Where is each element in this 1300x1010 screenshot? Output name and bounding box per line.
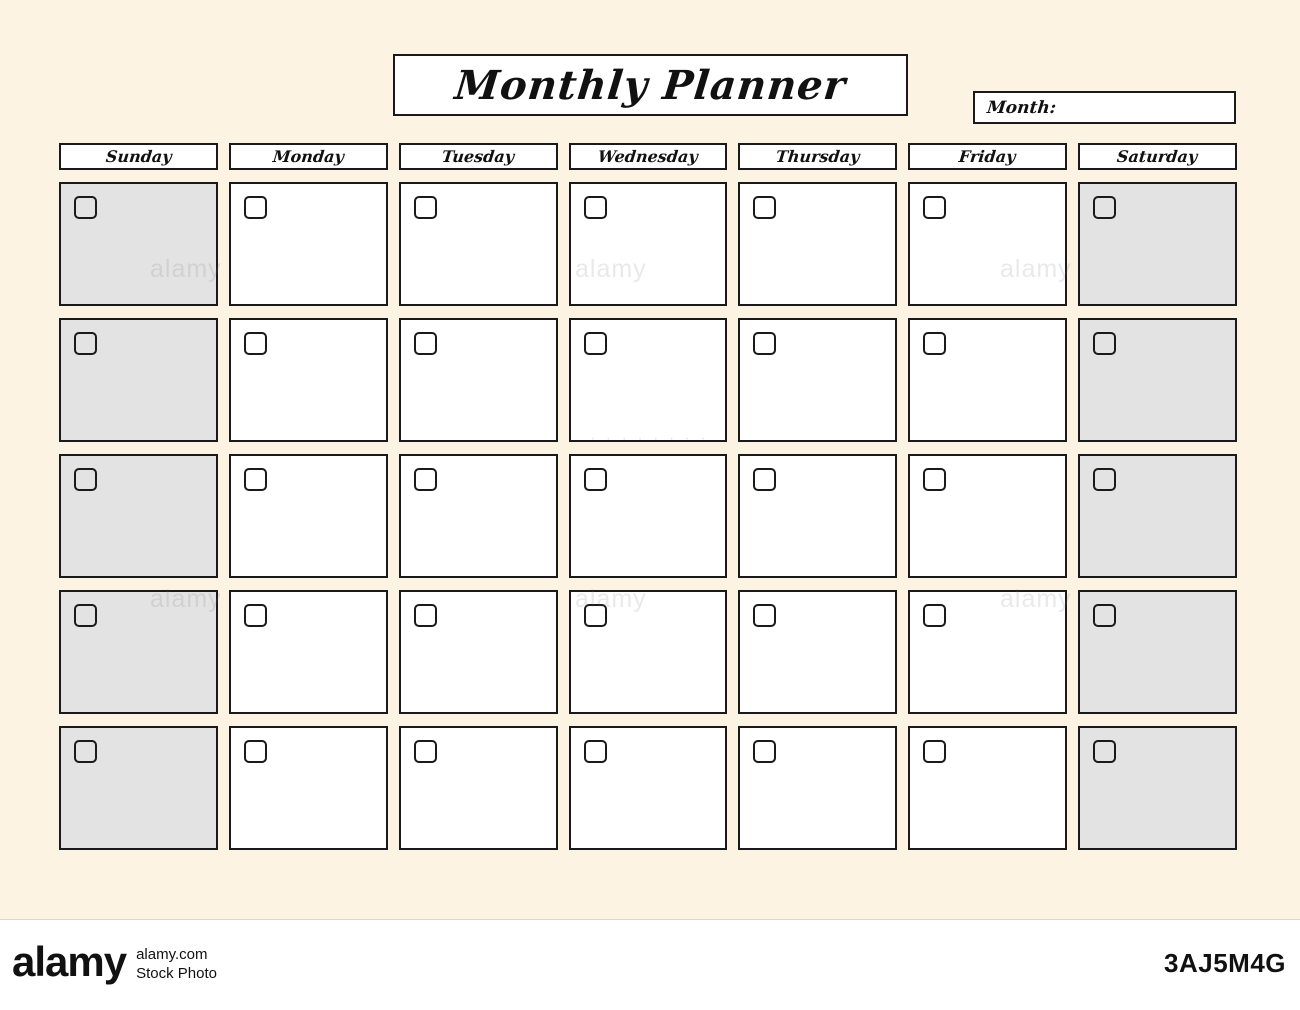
day-cell[interactable] bbox=[229, 590, 388, 714]
calendar-week-row bbox=[59, 182, 1237, 306]
day-cell[interactable] bbox=[399, 590, 558, 714]
checkbox-icon[interactable] bbox=[74, 196, 97, 219]
day-cell[interactable] bbox=[229, 318, 388, 442]
day-cell[interactable] bbox=[908, 182, 1067, 306]
day-cell[interactable] bbox=[569, 590, 728, 714]
day-cell[interactable] bbox=[569, 726, 728, 850]
checkbox-icon[interactable] bbox=[74, 740, 97, 763]
day-header-label: Sunday bbox=[104, 147, 173, 166]
day-cell[interactable] bbox=[1078, 182, 1237, 306]
month-field[interactable] bbox=[973, 91, 1236, 124]
day-cell[interactable] bbox=[59, 318, 218, 442]
day-cell[interactable] bbox=[738, 318, 897, 442]
day-cell[interactable] bbox=[399, 454, 558, 578]
day-cell[interactable] bbox=[1078, 318, 1237, 442]
checkbox-icon[interactable] bbox=[923, 468, 946, 491]
footer-line1: alamy.com bbox=[136, 946, 208, 964]
day-cell[interactable] bbox=[229, 182, 388, 306]
day-cell[interactable] bbox=[908, 454, 1067, 578]
day-cell[interactable] bbox=[738, 590, 897, 714]
image-code: 3AJ5M4G bbox=[1164, 948, 1286, 978]
checkbox-icon[interactable] bbox=[244, 604, 267, 627]
calendar-week-row bbox=[59, 726, 1237, 850]
footer-line2: Stock Photo bbox=[136, 965, 217, 982]
checkbox-icon[interactable] bbox=[923, 604, 946, 627]
checkbox-icon[interactable] bbox=[753, 332, 776, 355]
checkbox-icon[interactable] bbox=[584, 604, 607, 627]
checkbox-icon[interactable] bbox=[584, 196, 607, 219]
checkbox-icon[interactable] bbox=[74, 332, 97, 355]
checkbox-icon[interactable] bbox=[244, 332, 267, 355]
day-cell[interactable] bbox=[569, 318, 728, 442]
page-title: Monthly Planner bbox=[452, 61, 849, 109]
checkbox-icon[interactable] bbox=[244, 468, 267, 491]
day-header-tuesday bbox=[399, 143, 558, 170]
checkbox-icon[interactable] bbox=[1093, 740, 1116, 763]
checkbox-icon[interactable] bbox=[414, 468, 437, 491]
checkbox-icon[interactable] bbox=[584, 740, 607, 763]
checkbox-icon[interactable] bbox=[1093, 196, 1116, 219]
checkbox-icon[interactable] bbox=[414, 604, 437, 627]
calendar-grid bbox=[59, 143, 1237, 850]
watermark-dots: · · · · · · · · bbox=[590, 430, 709, 447]
checkbox-icon[interactable] bbox=[244, 740, 267, 763]
day-cell[interactable] bbox=[738, 726, 897, 850]
day-header-label: Saturday bbox=[1116, 147, 1199, 166]
day-header-label: Friday bbox=[958, 147, 1017, 166]
checkbox-icon[interactable] bbox=[1093, 332, 1116, 355]
day-cell[interactable] bbox=[229, 726, 388, 850]
checkbox-icon[interactable] bbox=[414, 196, 437, 219]
checkbox-icon[interactable] bbox=[923, 332, 946, 355]
footer-text bbox=[136, 940, 217, 984]
day-header-monday bbox=[229, 143, 388, 170]
day-cell[interactable] bbox=[229, 454, 388, 578]
checkbox-icon[interactable] bbox=[753, 196, 776, 219]
checkbox-icon[interactable] bbox=[74, 604, 97, 627]
planner-title-box bbox=[393, 54, 908, 116]
day-cell[interactable] bbox=[399, 182, 558, 306]
day-cell[interactable] bbox=[908, 590, 1067, 714]
checkbox-icon[interactable] bbox=[244, 196, 267, 219]
day-header-label: Tuesday bbox=[441, 147, 516, 166]
calendar-weeks bbox=[59, 182, 1237, 850]
calendar-week-row bbox=[59, 454, 1237, 578]
month-label: Month: bbox=[985, 97, 1058, 118]
checkbox-icon[interactable] bbox=[74, 468, 97, 491]
footer-stamp bbox=[12, 938, 217, 986]
day-header-friday bbox=[908, 143, 1067, 170]
day-cell[interactable] bbox=[59, 726, 218, 850]
day-cell[interactable] bbox=[1078, 726, 1237, 850]
calendar-week-row bbox=[59, 318, 1237, 442]
checkbox-icon[interactable] bbox=[1093, 604, 1116, 627]
day-header-wednesday bbox=[569, 143, 728, 170]
day-cell[interactable] bbox=[59, 454, 218, 578]
day-header-label: Monday bbox=[271, 147, 345, 166]
day-cell[interactable] bbox=[738, 454, 897, 578]
checkbox-icon[interactable] bbox=[1093, 468, 1116, 491]
day-header-label: Thursday bbox=[775, 147, 861, 166]
day-cell[interactable] bbox=[908, 318, 1067, 442]
checkbox-icon[interactable] bbox=[414, 740, 437, 763]
day-header-label: Wednesday bbox=[597, 147, 699, 166]
day-cell[interactable] bbox=[1078, 454, 1237, 578]
day-header-thursday bbox=[738, 143, 897, 170]
checkbox-icon[interactable] bbox=[923, 196, 946, 219]
day-cell[interactable] bbox=[738, 182, 897, 306]
checkbox-icon[interactable] bbox=[753, 740, 776, 763]
checkbox-icon[interactable] bbox=[923, 740, 946, 763]
day-cell[interactable] bbox=[59, 590, 218, 714]
checkbox-icon[interactable] bbox=[584, 468, 607, 491]
day-cell[interactable] bbox=[59, 182, 218, 306]
checkbox-icon[interactable] bbox=[584, 332, 607, 355]
day-cell[interactable] bbox=[569, 182, 728, 306]
calendar-week-row bbox=[59, 590, 1237, 714]
checkbox-icon[interactable] bbox=[753, 468, 776, 491]
day-header-saturday bbox=[1078, 143, 1237, 170]
day-cell[interactable] bbox=[908, 726, 1067, 850]
calendar-header-row bbox=[59, 143, 1237, 170]
checkbox-icon[interactable] bbox=[414, 332, 437, 355]
day-cell[interactable] bbox=[399, 726, 558, 850]
day-cell[interactable] bbox=[1078, 590, 1237, 714]
day-cell[interactable] bbox=[399, 318, 558, 442]
day-header-sunday bbox=[59, 143, 218, 170]
day-cell[interactable] bbox=[569, 454, 728, 578]
alamy-logo: alamy bbox=[12, 938, 127, 985]
checkbox-icon[interactable] bbox=[753, 604, 776, 627]
